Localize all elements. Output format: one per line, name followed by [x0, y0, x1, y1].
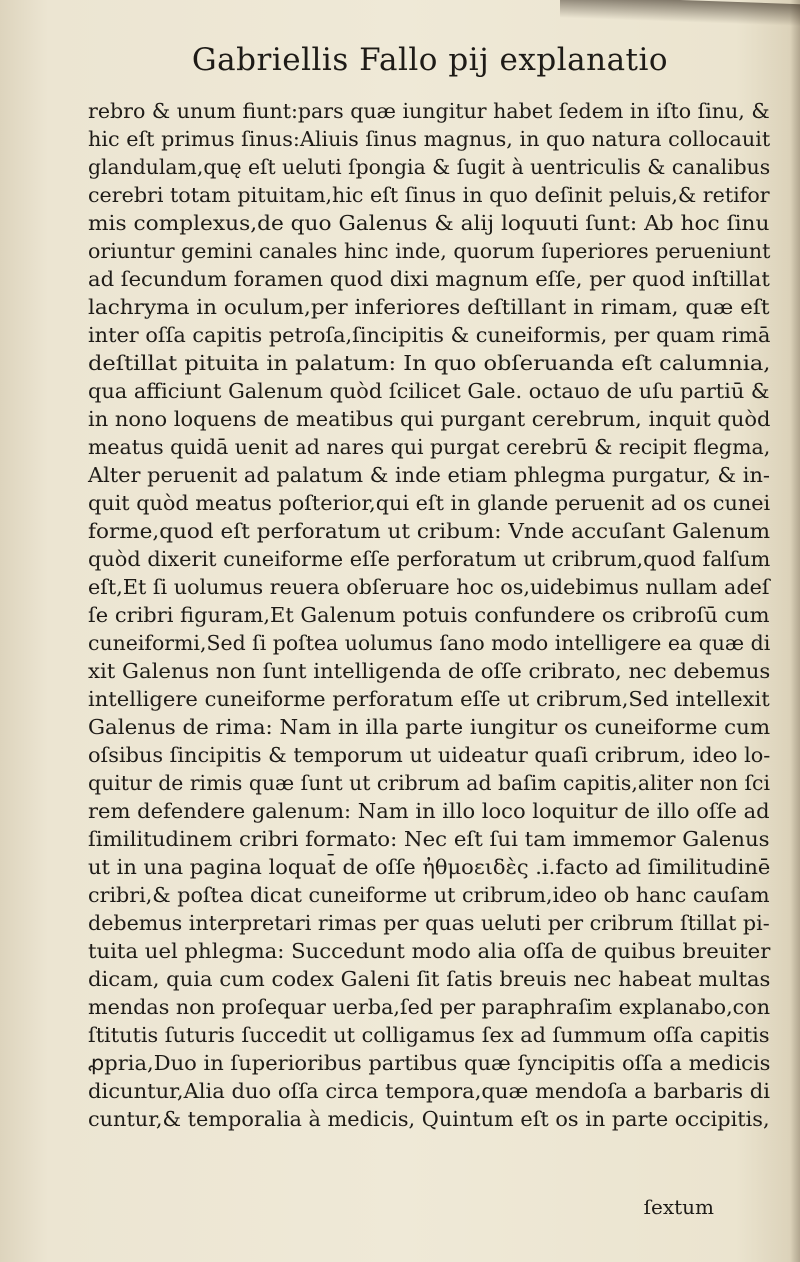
- text-line: debemus interpretari rimas per quas ueluti per cribrum ſtillat pi-: [88, 911, 770, 935]
- page-top-shadow: [560, 0, 800, 26]
- text-line: meatus quidā uenit ad nares qui purgat cerebrū & recipit flegma,: [88, 435, 771, 459]
- text-line: oſsibus ſincipitis & temporum ut uideatur quaſi cribrum, ideo lo-: [88, 743, 771, 767]
- text-line: quitur de rimis quæ ſunt ut cribrum ad baſim capitis,aliter non ſci: [88, 771, 770, 795]
- text-line: eſt,Et ſi uolumus reuera obſeruare hoc os,uidebimus nullam adeſ: [88, 575, 770, 599]
- text-line: rebro & unum fiunt:pars quæ iungitur habet ſedem in iſto ſinu, &: [88, 99, 770, 123]
- page-edge-shadow: [790, 0, 800, 1262]
- text-line: rem defendere galenum: Nam in illo loco loquitur de illo oſſe ad: [88, 799, 770, 823]
- text-line: xit Galenus non ſunt intelligenda de oſſe cribrato, nec debemus: [88, 659, 771, 683]
- text-line: quit quòd meatus poſterior,qui eſt in glande peruenit ad os cunei: [88, 491, 771, 515]
- running-header-title: Gabriellis Fallo pij explanatio: [191, 42, 669, 78]
- text-line: tuita uel phlegma: Succedunt modo alia oſſa de quibus breuiter: [88, 939, 771, 963]
- text-line: ad ſecundum foramen quod dixi magnum eſſe, per quod inſtillat: [88, 267, 770, 291]
- running-header: [0, 42, 800, 78]
- text-line: inter oſſa capitis petroſa,ſincipitis & cuneiformis, per quam rimā: [88, 323, 771, 347]
- text-line: hic eſt primus ſinus:Aliuis ſinus magnus, in quo natura collocauit: [88, 127, 771, 151]
- text-line: ſtitutis ſuturis ſuccedit ut colligamus ſex ad ſummum oſſa capitis: [88, 1023, 770, 1047]
- text-line: cuneiformi,Sed ſi poſtea uolumus ſano modo intelligere ea quæ di: [88, 631, 771, 655]
- text-line: ſimilitudinem cribri formato: Nec eſt ſui tam immemor Galenus: [88, 827, 770, 851]
- text-line: mis complexus,de quo Galenus & alij loquuti ſunt: Ab hoc ſinu: [88, 211, 770, 235]
- text-line: intelligere cuneiforme perforatum eſſe ut cribrum,Sed intellexit: [88, 687, 770, 711]
- text-line: ſe cribri figuram,Et Galenum potuis confundere os cribroſū cum: [88, 603, 770, 627]
- text-line: Galenus de rima: Nam in illa parte iungitur os cuneiforme cum: [88, 715, 771, 739]
- text-line: in nono loquens de meatibus qui purgant cerebrum, inquit quòd: [88, 407, 771, 431]
- text-line: deſtillat pituita in palatum: In quo obſeruanda eſt calumnia,: [88, 351, 771, 375]
- text-line: ꝓpria,Duo in ſuperioribus partibus quæ ſyncipitis oſſa a medicis: [88, 1051, 771, 1075]
- text-line: qua afficiunt Galenum quòd ſcilicet Gale. octauo de uſu partiū &: [88, 379, 770, 403]
- text-line: dicuntur,Alia duo oſſa circa tempora,quæ mendoſa a barbaris di: [88, 1079, 771, 1103]
- text-line: lachryma in oculum,per inferiores deſtillant in rimam, quæ eſt: [88, 295, 770, 319]
- text-line: ut in una pagina loquat̄ de oſſe ἠθμοειδὲς .i.facto ad ſimilitudinē: [88, 855, 771, 879]
- text-line: mendas non proſequar uerba,ſed per paraphraſim explanabo,con: [88, 995, 771, 1019]
- catchword: ſextum: [643, 1195, 714, 1219]
- text-line: quòd dixerit cuneiforme eſſe perforatum ut cribrum,quod falſum: [88, 547, 771, 571]
- text-line: cuntur,& temporalia à medicis, Quintum eſt os in parte occipitis,: [88, 1107, 770, 1131]
- text-line: glandulam,quę eſt ueluti ſpongia & ſugit à uentriculis & canalibus: [88, 155, 771, 179]
- text-line: oriuntur gemini canales hinc inde, quorum ſuperiores perueniunt: [88, 239, 771, 263]
- text-line: cribri,& poſtea dicat cuneiforme ut cribrum,ideo ob hanc cauſam: [88, 883, 770, 907]
- text-line: forme,quod eſt perforatum ut cribum: Vnde accuſant Galenum: [88, 519, 771, 543]
- text-line: cerebri totam pituitam,hic eſt ſinus in quo deſinit peluis,& retifor: [88, 183, 770, 207]
- body-text: [88, 97, 770, 1133]
- text-line: dicam, quia cum codex Galeni ſit ſatis breuis nec habeat multas: [88, 967, 771, 991]
- text-line: Alter peruenit ad palatum & inde etiam phlegma purgatur, & in-: [88, 463, 770, 487]
